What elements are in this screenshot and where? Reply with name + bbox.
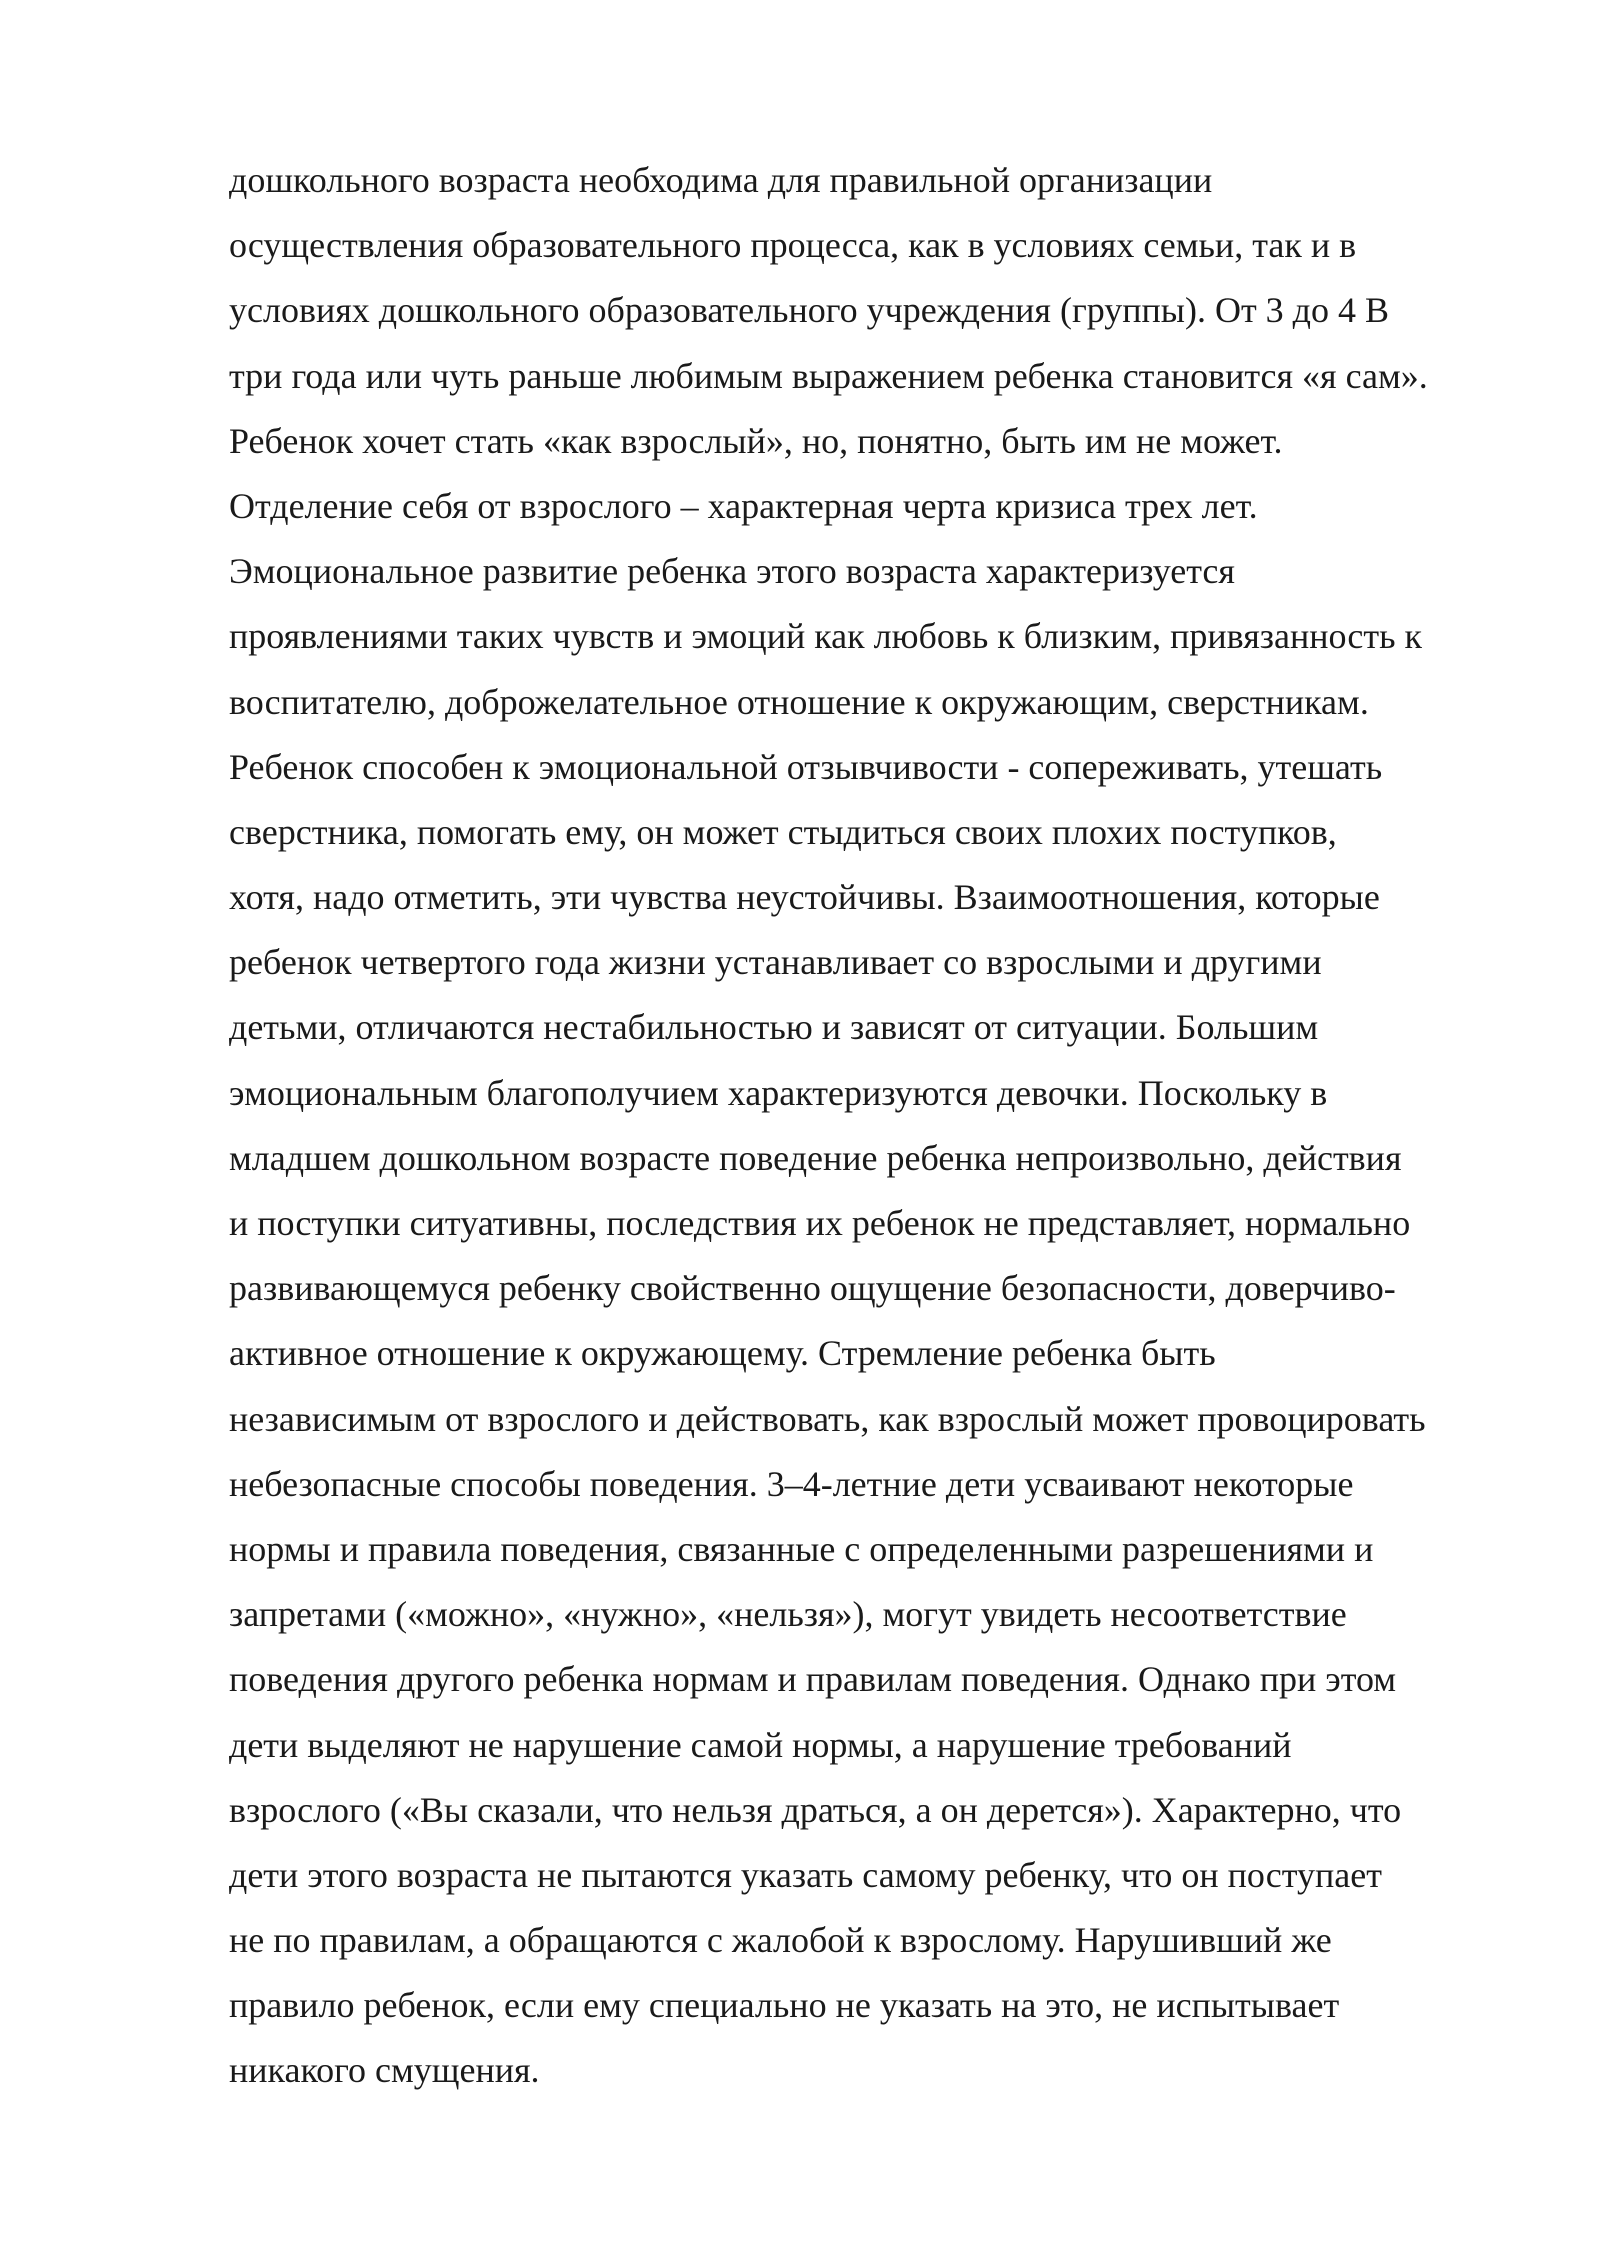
- text-line: развивающемуся ребенку свойственно ощущение безопасности, доверчиво-: [229, 1268, 1396, 1309]
- text-line: Ребенок хочет стать «как взрослый», но, понятно, быть им не может.: [229, 420, 1283, 461]
- text-line: и поступки ситуативны, последствия их ребенок не представляет, нормально: [229, 1203, 1411, 1243]
- text-line: условиях дошкольного образовательного учреждения (группы). От 3 до 4 В: [229, 290, 1389, 331]
- text-line: ребенок четвертого года жизни устанавливает со взрослыми и другими: [229, 942, 1322, 983]
- text-line: Ребенок способен к эмоциональной отзывчивости - сопереживать, утешать: [229, 746, 1383, 787]
- text-line: не по правилам, а обращаются с жалобой к взрослому. Нарушивший же: [229, 1920, 1332, 1961]
- text-line: Отделение себя от взрослого – характерная черта кризиса трех лет.: [229, 485, 1258, 526]
- text-line: дети выделяют не нарушение самой нормы, а нарушение требований: [229, 1724, 1292, 1765]
- text-line: запретами («можно», «нужно», «нельзя»), могут увидеть несоответствие: [229, 1594, 1347, 1635]
- text-line: эмоциональным благополучием характеризуются девочки. Поскольку в: [229, 1072, 1328, 1113]
- text-line: нормы и правила поведения, связанные с определенными разрешениями и: [229, 1528, 1374, 1569]
- text-line: дошкольного возраста необходима для правильной организации: [229, 160, 1213, 200]
- text-line: осуществления образовательного процесса, как в условиях семьи, так и в: [229, 225, 1357, 266]
- body-text: [229, 148, 1529, 2104]
- text-line: сверстника, помогать ему, он может стыдиться своих плохих поступков,: [229, 811, 1337, 852]
- text-line: взрослого («Вы сказали, что нельзя драться, а он дерется»). Характерно, что: [229, 1789, 1402, 1830]
- text-line: активное отношение к окружающему. Стремление ребенка быть: [229, 1333, 1216, 1374]
- text-line: поведения другого ребенка нормам и правилам поведения. Однако при этом: [229, 1659, 1397, 1700]
- text-line: дети этого возраста не пытаются указать самому ребенку, что он поступает: [229, 1854, 1382, 1895]
- text-line: независимым от взрослого и действовать, как взрослый может провоцировать: [229, 1398, 1426, 1439]
- text-line: никакого смущения.: [229, 2050, 540, 2091]
- text-line: хотя, надо отметить, эти чувства неустойчивы. Взаимоотношения, которые: [229, 877, 1380, 918]
- text-line: проявлениями таких чувств и эмоций как любовь к близким, привязанность к: [229, 616, 1422, 657]
- text-line: младшем дошкольном возрасте поведение ребенка непроизвольно, действия: [229, 1137, 1402, 1178]
- text-line: небезопасные способы поведения. 3–4-летние дети усваивают некоторые: [229, 1463, 1354, 1504]
- text-line: Эмоциональное развитие ребенка этого возраста характеризуется: [229, 551, 1235, 592]
- text-line: воспитателю, доброжелательное отношение к окружающим, сверстникам.: [229, 681, 1369, 722]
- text-line: правило ребенок, если ему специально не указать на это, не испытывает: [229, 1985, 1340, 2026]
- text-line: три года или чуть раньше любимым выражением ребенка становится «я сам».: [229, 355, 1428, 396]
- text-line: детьми, отличаются нестабильностью и зависят от ситуации. Большим: [229, 1007, 1319, 1048]
